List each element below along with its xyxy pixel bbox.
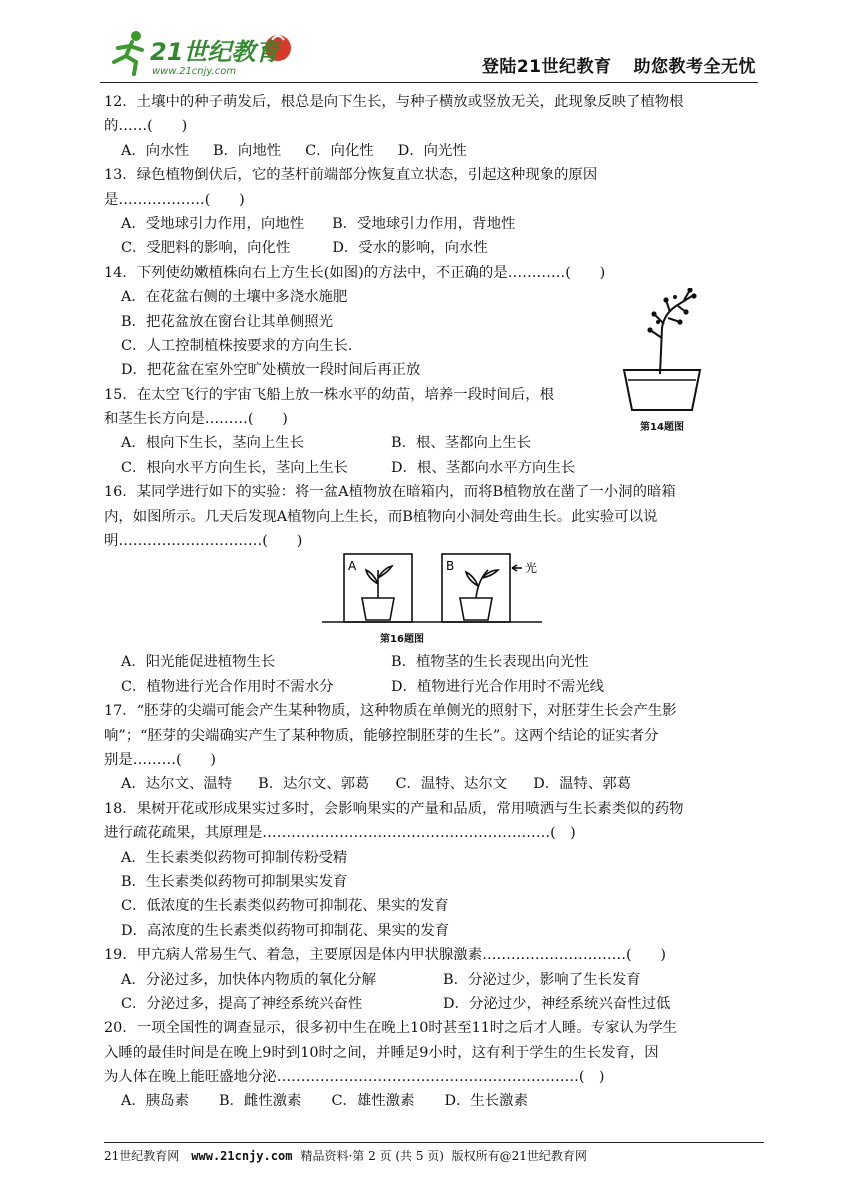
option: C．受肥料的影响，向化性	[121, 240, 291, 257]
figure-caption: 第14题图	[640, 422, 684, 433]
question-stem: 明…………………………( )	[104, 533, 303, 550]
option: D．高浓度的生长素类似药物可抑制花、果实的发育	[121, 922, 450, 939]
option: A．根向下生长，茎向上生长	[121, 435, 305, 452]
option: B．分泌过少，影响了生长发育	[443, 971, 641, 988]
options-row	[104, 139, 754, 163]
light-label: 光	[525, 561, 538, 575]
options-row	[104, 650, 754, 674]
option: D．向光性	[397, 142, 467, 159]
option: A．阳光能促进植物生长	[121, 654, 276, 671]
footer-left: 21世纪教育网	[104, 1149, 180, 1163]
question-stem: 入睡的最佳时间是在晚上9时到10时之间，并睡足9小时，这有利于学生的生长发育，因	[104, 1044, 659, 1061]
question-stem: 内，如图所示。几天后发现A植物向上生长，而B植物向小洞处弯曲生长。此实验可以说	[104, 508, 658, 525]
option: B．达尔文、郭葛	[258, 776, 370, 793]
options-row	[104, 212, 754, 236]
site-logo	[106, 28, 306, 78]
figure-14	[620, 288, 704, 438]
question-stem: 20．一项全国性的调查显示，很多初中生在晚上10时甚至11时之后才人睡。专家认为学生	[104, 1020, 677, 1037]
option: A．分泌过多，加快体内物质的氧化分解	[121, 971, 377, 988]
question-stem: 17．“胚芽的尖端可能会产生某种物质，这种物质在单侧光的照射下，对胚芽生长会产生影	[104, 703, 677, 720]
question-stem: 进行疏花疏果，其原理是……………………………………………………( )	[104, 825, 576, 842]
option: D．温特、郭葛	[533, 776, 632, 793]
options-row	[104, 675, 754, 699]
option: D．根、茎都向水平方向生长	[391, 459, 576, 476]
question-stem: 别是………( )	[104, 751, 216, 768]
option: A．在花盆右侧的土壤中多浇水施肥	[121, 289, 348, 306]
question-stem: 14．下列使幼嫩植株向右上方生长(如图)的方法中，不正确的是…………( )	[104, 264, 606, 281]
option: A．达尔文、温特	[121, 776, 233, 793]
figure-16	[322, 548, 544, 644]
option: D．植物进行光合作用时不需光线	[391, 678, 605, 695]
logo-text: 21世纪教育	[150, 38, 280, 66]
question-stem: 15．在太空飞行的宇宙飞船上放一株水平的幼苗，培养一段时间后，根	[104, 386, 555, 403]
option: C．雄性激素	[331, 1093, 415, 1110]
question-stem: 的……( )	[104, 118, 188, 135]
option: C．植物进行光合作用时不需水分	[121, 678, 334, 695]
option: A．生长素类似药物可抑制传粉受精	[121, 849, 348, 866]
option: B．植物茎的生长表现出向光性	[391, 654, 589, 671]
question-stem: 18．果树开花或形成果实过多时，会影响果实的产量和品质，常用喷洒与生长素类似的药物	[104, 800, 684, 817]
options-row	[104, 992, 754, 1016]
footer-site-link[interactable]: www.21cnjy.com	[191, 1149, 293, 1163]
option: C．人工控制植株按要求的方向生长.	[121, 337, 353, 354]
option: D．受水的影响，向水性	[332, 240, 488, 257]
question-stem: 为人体在晚上能旺盛地分泌………………………………………………………( )	[104, 1069, 605, 1086]
option: A．胰岛素	[121, 1093, 189, 1110]
page-footer	[104, 1142, 764, 1164]
potted-plant-icon	[620, 288, 704, 418]
runner-icon	[114, 31, 142, 74]
option: B．受地球引力作用，背地性	[332, 215, 516, 232]
question-stem: 是………………( )	[104, 191, 245, 208]
box-a-label: A	[348, 559, 357, 573]
option: D．分泌过少，神经系统兴奋性过低	[443, 995, 671, 1012]
dark-box-experiment-diagram	[322, 548, 544, 628]
header-slogan: 登陆21世纪教育 助您教考全无忧	[481, 57, 756, 77]
question-stem: 16．某同学进行如下的实验：将一盆A植物放在暗箱内，而将B植物放在凿了一小洞的暗箱	[104, 484, 676, 501]
option: B．根、茎都向上生长	[391, 435, 532, 452]
figure-caption: 第16题图	[380, 634, 424, 645]
footer-page-info: 精品资料·第 2 页 (共 5 页)	[300, 1149, 444, 1163]
box-b-label: B	[446, 559, 455, 573]
option: C．向化性	[305, 142, 374, 159]
option: D．生长激素	[444, 1093, 528, 1110]
option: D．把花盆在室外空旷处横放一段时间后再正放	[121, 362, 421, 379]
question-stem: 12．土壤中的种子萌发后，根总是向下生长，与种子横放或竖放无关，此现象反映了植物根	[104, 94, 684, 110]
footer-copyright: 版权所有@21世纪教育网	[451, 1149, 587, 1163]
option: B．生长素类似药物可抑制果实发育	[121, 873, 348, 890]
question-stem: 和茎生长方向是………( )	[104, 411, 288, 428]
question-stem: 响”；“胚芽的尖端确实产生了某种物质，能够控制胚芽的生长”。这两个结论的证实者分	[104, 727, 659, 744]
option: C．低浓度的生长素类似药物可抑制花、果实的发育	[121, 898, 449, 915]
question-stem: 19．甲亢病人常易生气、着急，主要原因是体内甲状腺激素…………………………( )	[104, 947, 666, 964]
options-row	[104, 968, 754, 992]
page-header	[100, 22, 758, 83]
option: B．向地性	[212, 142, 282, 159]
option: C．分泌过多，提高了神经系统兴奋性	[121, 995, 363, 1012]
options-row	[104, 1089, 754, 1113]
options-row	[104, 236, 754, 260]
question-stem: 13．绿色植物倒伏后，它的茎杆前端部分恢复直立状态，引起这种现象的原因	[104, 167, 598, 184]
option: B．雌性激素	[218, 1093, 302, 1110]
option: C．温特、达尔文	[395, 776, 508, 793]
option: A．受地球引力作用，向地性	[121, 215, 305, 232]
option: A．向水性	[121, 142, 189, 159]
options-row	[104, 456, 754, 480]
option: B．把花盆放在窗台让其单侧照光	[121, 313, 334, 330]
logo-url: www.21cnjy.com	[152, 66, 237, 77]
option: C．根向水平方向生长，茎向上生长	[121, 459, 348, 476]
options-row	[104, 772, 754, 796]
